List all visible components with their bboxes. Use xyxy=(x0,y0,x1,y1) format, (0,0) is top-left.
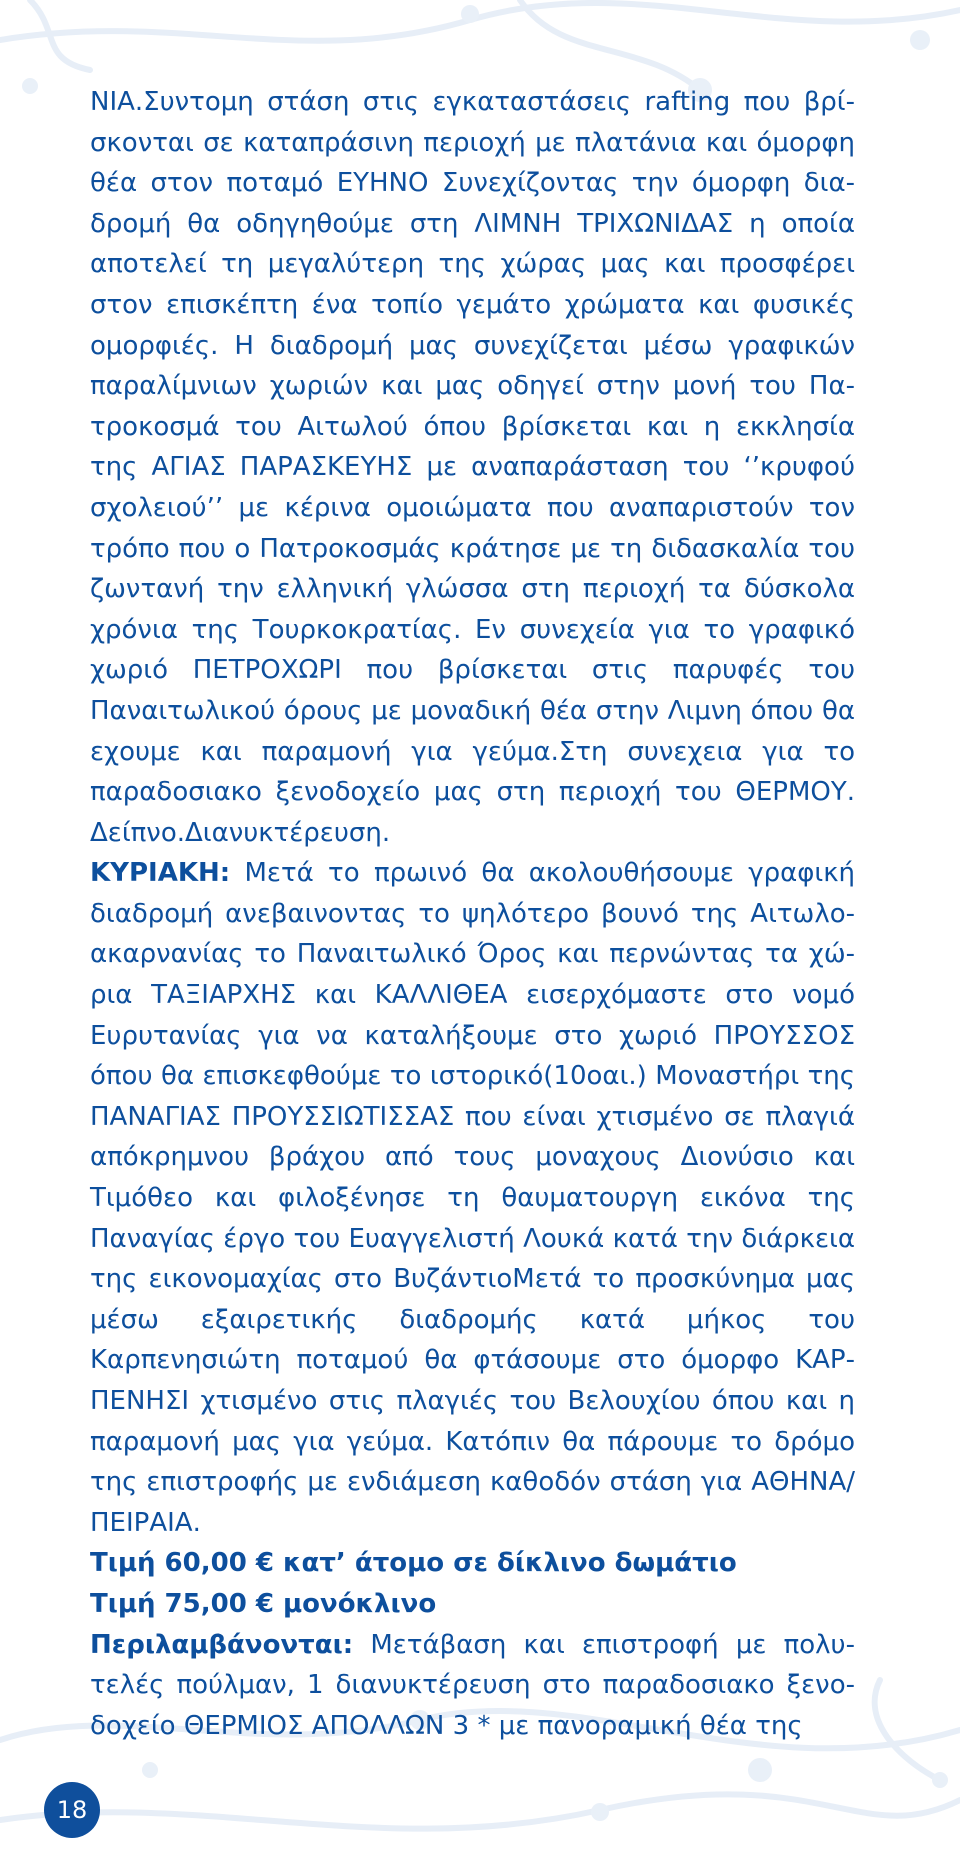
sunday-label: ΚΥΡΙΑΚΗ: xyxy=(90,858,231,889)
paragraph-sunday xyxy=(90,853,855,1543)
page-content xyxy=(90,82,855,1746)
price-double-room: Τιμή 60,00 € κατ’ άτομο σε δίκλινο δωμάτιο xyxy=(90,1548,737,1579)
price-single-room: Τιμή 75,00 € μονόκλινο xyxy=(90,1588,437,1619)
sunday-text: Μετά το πρωινό θα ακολουθήσουμε γραφική διαδρομή ανεβαινοντας το ψηλότερο βουνό της Αιτωλοακαρνανίας το Παναιτωλικό Όρος και περνώντας τα χώρια ΤΑΞΙΑΡΧΗΣ και ΚΑΛΛΙΘΕΑ εισερχόμαστε στο νομό Ευρυτανίας για να καταλήξουμε στο χωριό ΠΡΟΥΣΣΟΣ όπου θα επισκεφθούμε το ιστορικό(10οαι.) Μοναστήρι της ΠΑΝΑΓΙΑΣ ΠΡΟΥΣΣΙΩΤΙΣΣΑΣ που είναι χτισμένο σε πλαγιά απόκρημνου βράχου από τους μοναχους Διονύσιο και Τιμόθεο και φιλοξένησε τη θαυματουργη εικόνα της Παναγίας έργο του Ευαγγελιστή Λουκά κατά την διάρκεια της εικονομαχίας στο ΒυζάντιοΜετά το προσκύνημα μας μέσω εξαιρετικής διαδρομής κατά μήκος του Καρπενησιώτη ποταμού θα φτάσουμε στο όμορφο ΚΑΡΠΕΝΗΣΙ χτισμένο στις πλαγιές του Βελουχίου όπου και η παραμονή μας για γεύμα. Κατόπιν θα πάρουμε το δρόμο της επιστροφής με ενδιάμεση καθοδόν στάση για ΑΘΗΝΑ/ΠΕΙΡΑΙΑ. xyxy=(90,858,855,1538)
paragraph-includes xyxy=(90,1625,855,1747)
page-number-badge: 18 xyxy=(44,1782,100,1838)
paragraph-saturday-continued: ΝΙΑ.Συντομη στάση στις εγκαταστάσεις rafting που βρίσκονται σε καταπράσινη περιοχή με πλατάνια και όμορφη θέα στον ποταμό ΕΥΗΝΟ Συνεχίζοντας την όμορφη διαδρομή θα οδηγηθούμε στη ΛΙΜΝΗ ΤΡΙΧΩΝΙΔΑΣ η οποία αποτελεί τη μεγαλύτερη της χώρας μας και προσφέρει στον επισκέπτη ένα τοπίο γεμάτο χρώματα και φυσικές ομορφιές. Η διαδρομή μας συνεχίζεται μέσω γραφικών παραλίμνιων χωριών και μας οδηγεί στην μονή του Πατροκοσμά του Αιτωλού όπου βρίσκεται και η εκκλησία της ΑΓΙΑΣ ΠΑΡΑΣΚΕΥΗΣ με αναπαράσταση του ‘’κρυφού σχολειού’’ με κέρινα ομοιώματα που αναπαριστούν τον τρόπο που ο Πατροκοσμάς κράτησε με τη διδασκαλία του ζωντανή την ελληνική γλώσσα στη περιοχή τα δύσκολα χρόνια της Τουρκοκρατίας. Εν συνεχεία για το γραφικό χωριό ΠΕΤΡΟΧΩΡΙ που βρίσκεται στις παρυφές του Παναιτωλικού όρους με μοναδική θέα στην Λιμνη όπου θα εχουμε και παραμονή για γεύμα.Στη συνεχεια για το παραδοσιακο ξενοδοχείο μας στη περιοχή του ΘΕΡΜΟΥ. Δείπνο.Διανυκτέρευση. xyxy=(90,87,855,848)
includes-label: Περιλαμβάνονται: xyxy=(90,1629,354,1660)
includes-text: Μετάβαση και επιστροφή με πολυτελές πούλμαν, 1 διανυκτέρευση στο παραδοσιακο ξενοδοχείο ΘΕΡΜΙΟΣ ΑΠΟΛΛΩΝ 3 * με πανοραμική θέα της xyxy=(90,1629,855,1741)
